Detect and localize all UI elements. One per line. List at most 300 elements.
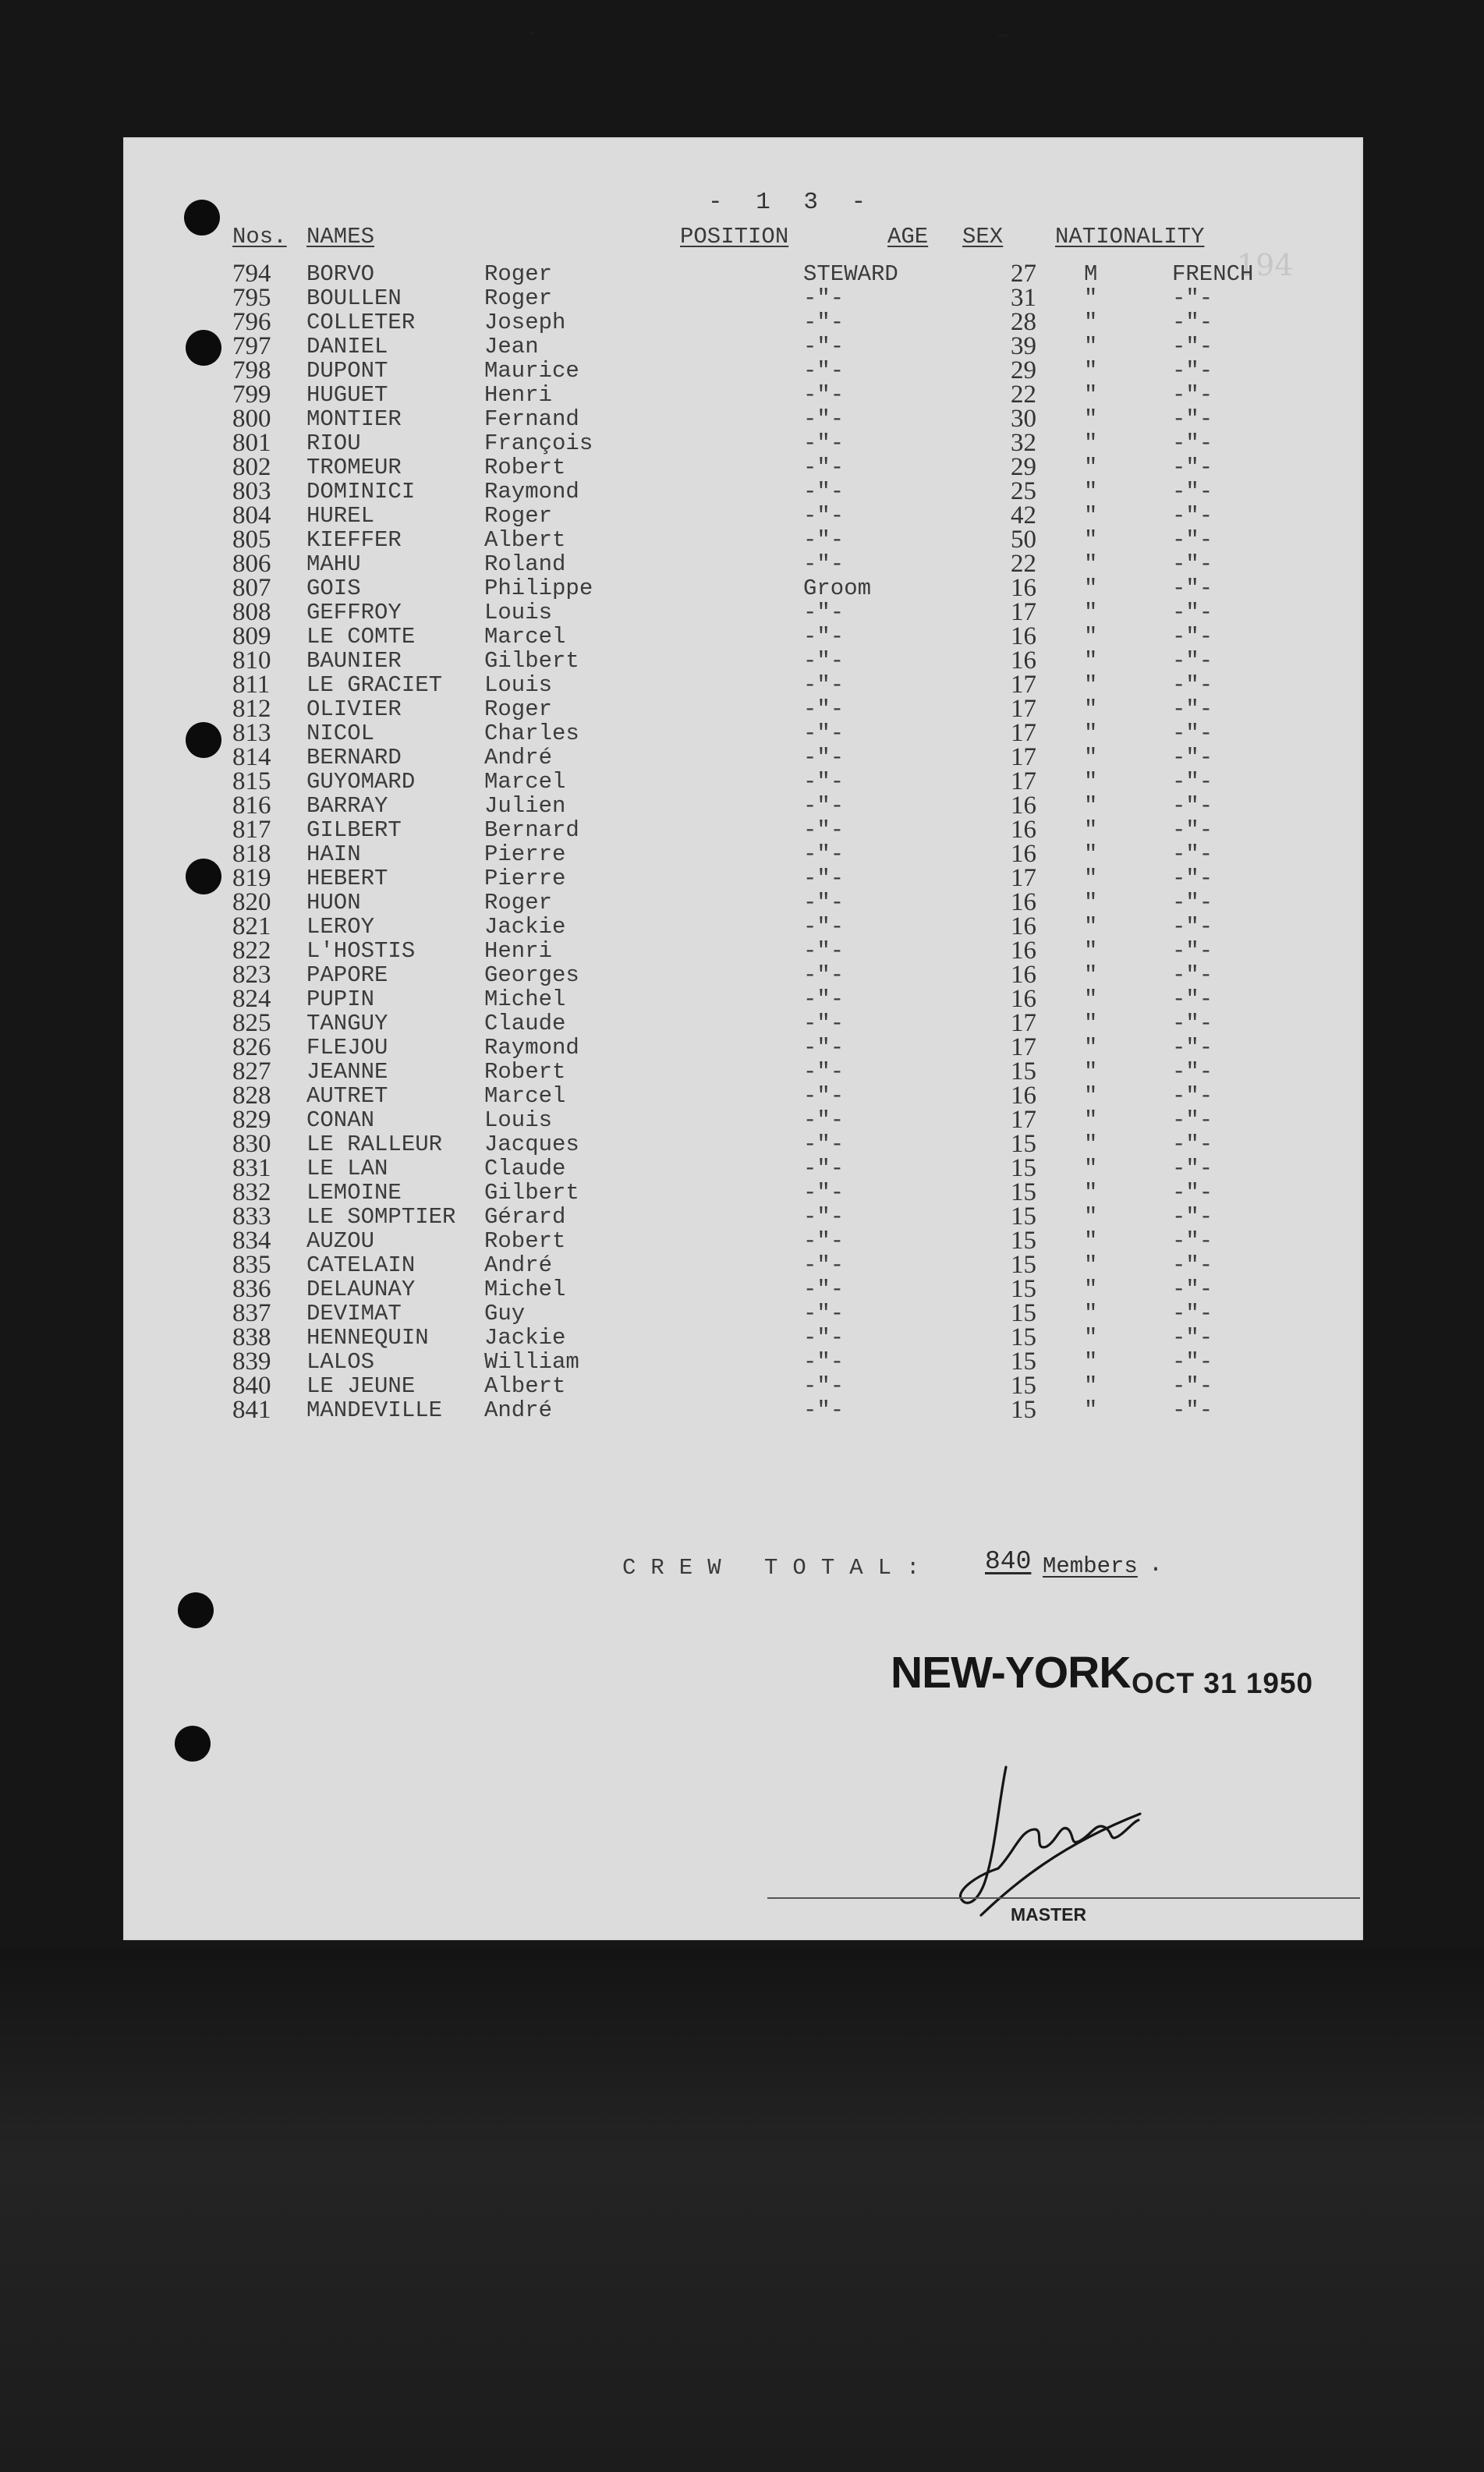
table-row [232,1374,1246,1398]
table-row [232,431,1246,455]
crew-number: 832 [232,1178,271,1206]
table-row [232,1398,1246,1422]
crew-first-name: Marcel [484,624,566,650]
crew-surname: DOMINICI [306,479,416,505]
crew-number: 823 [232,961,271,989]
table-row [232,622,1246,650]
crew-first-name: Louis [484,600,553,625]
crew-sex: " [1084,890,1098,915]
crew-surname: GILBERT [306,817,402,843]
crew-sex: " [1084,334,1098,359]
crew-age: 17 [1011,767,1036,795]
crew-age: 42 [1011,501,1036,529]
crew-number: 814 [232,743,271,771]
crew-sex: " [1084,1059,1098,1085]
crew-surname: DEVIMAT [306,1301,402,1326]
crew-nationality: -"- [1172,527,1213,553]
crew-first-name: Jackie [484,1325,566,1351]
crew-number: 817 [232,816,271,844]
crew-sex: " [1084,310,1098,335]
crew-position: -"- [803,382,845,408]
crew-age: 17 [1011,1106,1036,1134]
crew-total-dot: . [1149,1552,1163,1578]
crew-position: -"- [803,769,845,795]
crew-sex: " [1084,382,1098,408]
crew-position: -"- [803,938,845,964]
table-row [232,1011,1246,1036]
table-row [232,767,1246,795]
crew-sex: " [1084,1180,1098,1206]
crew-nationality: -"- [1172,745,1213,770]
crew-number: 813 [232,719,271,747]
crew-nationality: -"- [1172,576,1213,601]
table-row [232,939,1246,963]
crew-first-name: Roland [484,551,566,577]
crew-first-name: Joseph [484,310,566,335]
table-row [232,987,1246,1011]
crew-position: Groom [803,576,872,601]
crew-first-name: Gilbert [484,648,579,674]
crew-surname: DANIEL [306,334,388,359]
crew-number: 811 [232,671,271,699]
crew-sex: " [1084,576,1098,601]
crew-surname: LALOS [306,1349,375,1375]
crew-number: 800 [232,405,271,433]
crew-position: -"- [803,479,845,505]
crew-surname: MANDEVILLE [306,1397,443,1423]
crew-sex: M [1084,261,1098,287]
crew-number: 835 [232,1251,271,1279]
crew-position: -"- [803,914,845,940]
crew-age: 15 [1011,1396,1036,1424]
crew-surname: JEANNE [306,1059,388,1085]
crew-first-name: Charles [484,721,579,746]
crew-age: 28 [1011,308,1036,336]
crew-first-name: Guy [484,1301,526,1326]
crew-number: 838 [232,1323,271,1351]
crew-position: -"- [803,745,845,770]
crew-nationality: -"- [1172,1180,1213,1206]
crew-surname: HUREL [306,503,375,529]
crew-number: 816 [232,792,271,820]
table-row [232,310,1246,335]
crew-sex: " [1084,1373,1098,1399]
crew-nationality: -"- [1172,1083,1213,1109]
crew-sex: " [1084,793,1098,819]
crew-number: 818 [232,840,271,868]
crew-number: 802 [232,453,271,481]
crew-number: 825 [232,1009,271,1037]
header-age: AGE [887,224,929,250]
crew-position: -"- [803,721,845,746]
table-row [232,1277,1246,1302]
crew-surname: LE RALLEUR [306,1132,443,1157]
table-row [232,1108,1246,1132]
crew-surname: CONAN [306,1107,375,1133]
table-row [232,866,1246,891]
table-row [232,912,1246,940]
crew-nationality: -"- [1172,285,1213,311]
crew-first-name: Albert [484,527,566,553]
crew-sex: " [1084,406,1098,432]
header-sex: SEX [962,224,1004,250]
table-row [232,818,1246,842]
crew-total-count: 840 [985,1547,1032,1576]
crew-position: -"- [803,1132,845,1157]
crew-number: 828 [232,1082,271,1110]
crew-position: -"- [803,1156,845,1181]
page-number: - 1 3 - [708,189,876,216]
crew-position: STEWARD [803,261,898,287]
crew-age: 16 [1011,961,1036,989]
crew-age: 16 [1011,646,1036,675]
crew-surname: AUTRET [306,1083,388,1109]
archive-stamp-number: 194 [1237,248,1294,282]
header-nos: Nos. [232,224,287,250]
crew-sex: " [1084,745,1098,770]
crew-sex: " [1084,1132,1098,1157]
port-stamp: NEW-YORK [891,1648,1131,1698]
crew-number: 826 [232,1033,271,1061]
crew-position: -"- [803,1397,845,1423]
crew-position: -"- [803,334,845,359]
crew-nationality: -"- [1172,1228,1213,1254]
crew-age: 17 [1011,719,1036,747]
crew-first-name: Roger [484,696,553,722]
table-row [232,673,1246,697]
crew-position: -"- [803,455,845,480]
signature-label: MASTER [1011,1904,1087,1925]
table-row [232,1132,1246,1156]
crew-position: -"- [803,841,845,867]
crew-first-name: Robert [484,1059,566,1085]
crew-first-name: André [484,745,553,770]
crew-number: 807 [232,574,271,602]
crew-sex: " [1084,600,1098,625]
punch-hole [186,859,221,894]
crew-surname: FLEJOU [306,1035,388,1061]
crew-first-name: Georges [484,962,579,988]
crew-age: 22 [1011,550,1036,578]
crew-age: 16 [1011,816,1036,844]
table-row [232,356,1246,384]
crew-nationality: -"- [1172,479,1213,505]
crew-surname: LEROY [306,914,375,940]
crew-nationality: -"- [1172,455,1213,480]
table-row [232,477,1246,505]
crew-surname: AUZOU [306,1228,375,1254]
crew-first-name: Julien [484,793,566,819]
crew-age: 15 [1011,1202,1036,1231]
crew-first-name: Maurice [484,358,579,384]
table-row [232,963,1246,987]
crew-first-name: Pierre [484,866,566,891]
crew-position: -"- [803,624,845,650]
crew-sex: " [1084,1397,1098,1423]
crew-first-name: Jacques [484,1132,579,1157]
crew-nationality: -"- [1172,1252,1213,1278]
crew-age: 31 [1011,284,1036,312]
crew-surname: NICOL [306,721,375,746]
header-nationality: NATIONALITY [1055,224,1205,250]
crew-sex: " [1084,696,1098,722]
crew-age: 17 [1011,1009,1036,1037]
crew-age: 16 [1011,1082,1036,1110]
crew-sex: " [1084,1107,1098,1133]
crew-surname: CATELAIN [306,1252,416,1278]
crew-age: 50 [1011,526,1036,554]
crew-surname: HUON [306,890,361,915]
crew-first-name: Bernard [484,817,579,843]
crew-sex: " [1084,1325,1098,1351]
table-row [232,1202,1246,1231]
crew-position: -"- [803,1107,845,1133]
crew-nationality: -"- [1172,890,1213,915]
crew-age: 22 [1011,381,1036,409]
crew-nationality: -"- [1172,938,1213,964]
crew-surname: HEBERT [306,866,388,891]
header-names: NAMES [306,224,375,250]
crew-nationality: -"- [1172,310,1213,335]
crew-first-name: Claude [484,1156,566,1181]
crew-position: -"- [803,1349,845,1375]
crew-position: -"- [803,648,845,674]
crew-nationality: -"- [1172,406,1213,432]
crew-age: 25 [1011,477,1036,505]
crew-first-name: Raymond [484,479,579,505]
crew-nationality: -"- [1172,551,1213,577]
header-position: POSITION [680,224,789,250]
crew-nationality: -"- [1172,769,1213,795]
crew-age: 17 [1011,695,1036,723]
crew-age: 15 [1011,1154,1036,1182]
crew-position: -"- [803,430,845,456]
crew-age: 17 [1011,864,1036,892]
crew-sex: " [1084,551,1098,577]
crew-sex: " [1084,430,1098,456]
table-row [232,286,1246,310]
crew-nationality: -"- [1172,600,1213,625]
crew-surname: LE COMTE [306,624,416,650]
crew-number: 819 [232,864,271,892]
table-row [232,646,1246,675]
crew-position: -"- [803,1277,845,1302]
crew-position: -"- [803,1083,845,1109]
crew-nationality: -"- [1172,866,1213,891]
crew-position: -"- [803,890,845,915]
table-row [232,260,1254,288]
table-row [232,1253,1246,1277]
crew-age: 16 [1011,888,1036,916]
crew-age: 16 [1011,912,1036,940]
crew-first-name: Louis [484,1107,553,1133]
crew-nationality: -"- [1172,841,1213,867]
crew-position: -"- [803,696,845,722]
table-row [232,1033,1246,1061]
crew-position: -"- [803,285,845,311]
table-row [232,1178,1246,1206]
crew-number: 795 [232,284,271,312]
crew-nationality: -"- [1172,1301,1213,1326]
crew-age: 39 [1011,332,1036,360]
crew-number: 841 [232,1396,271,1424]
crew-surname: BOULLEN [306,285,402,311]
crew-total-unit: Members [1043,1553,1138,1579]
crew-nationality: -"- [1172,1373,1213,1399]
crew-number: 839 [232,1348,271,1376]
crew-position: -"- [803,1011,845,1036]
crew-first-name: Gilbert [484,1180,579,1206]
crew-number: 804 [232,501,271,529]
crew-surname: KIEFFER [306,527,402,553]
table-row [232,1057,1246,1085]
crew-first-name: Raymond [484,1035,579,1061]
crew-sex: " [1084,1035,1098,1061]
crew-position: -"- [803,1035,845,1061]
crew-nationality: -"- [1172,1277,1213,1302]
crew-first-name: Roger [484,503,553,529]
crew-age: 16 [1011,937,1036,965]
crew-nationality: -"- [1172,817,1213,843]
crew-total-label: CREW TOTAL: [622,1555,935,1581]
crew-age: 17 [1011,671,1036,699]
crew-age: 29 [1011,356,1036,384]
table-row [232,552,1246,576]
crew-position: -"- [803,551,845,577]
crew-number: 837 [232,1299,271,1327]
crew-number: 796 [232,308,271,336]
crew-position: -"- [803,1180,845,1206]
crew-number: 808 [232,598,271,626]
crew-surname: L'HOSTIS [306,938,416,964]
crew-age: 30 [1011,405,1036,433]
crew-sex: " [1084,1204,1098,1230]
crew-first-name: Roger [484,890,553,915]
crew-first-name: Henri [484,938,553,964]
crew-nationality: -"- [1172,1011,1213,1036]
crew-age: 17 [1011,598,1036,626]
crew-sex: " [1084,1349,1098,1375]
crew-surname: HENNEQUIN [306,1325,429,1351]
crew-first-name: Michel [484,1277,566,1302]
crew-number: 829 [232,1106,271,1134]
crew-surname: MONTIER [306,406,402,432]
crew-sex: " [1084,624,1098,650]
crew-age: 16 [1011,792,1036,820]
table-row [232,1299,1246,1327]
crew-surname: COLLETER [306,310,416,335]
crew-position: -"- [803,406,845,432]
crew-sex: " [1084,817,1098,843]
crew-age: 16 [1011,574,1036,602]
crew-surname: GOIS [306,576,361,601]
crew-first-name: Robert [484,1228,566,1254]
crew-first-name: Roger [484,285,553,311]
crew-first-name: Marcel [484,1083,566,1109]
crew-surname: MAHU [306,551,361,577]
crew-position: -"- [803,358,845,384]
crew-nationality: -"- [1172,1059,1213,1085]
table-row [232,794,1246,818]
crew-nationality: -"- [1172,721,1213,746]
crew-number: 840 [232,1372,271,1400]
crew-sex: " [1084,721,1098,746]
crew-surname: BARRAY [306,793,388,819]
crew-first-name: André [484,1252,553,1278]
crew-age: 15 [1011,1178,1036,1206]
crew-number: 821 [232,912,271,940]
crew-age: 15 [1011,1227,1036,1255]
crew-number: 830 [232,1130,271,1158]
crew-first-name: Robert [484,455,566,480]
crew-age: 15 [1011,1348,1036,1376]
crew-position: -"- [803,1301,845,1326]
table-row [232,888,1246,916]
crew-position: -"- [803,866,845,891]
crew-surname: GUYOMARD [306,769,416,795]
crew-nationality: -"- [1172,1349,1213,1375]
crew-position: -"- [803,1373,845,1399]
crew-first-name: Roger [484,261,553,287]
crew-age: 15 [1011,1275,1036,1303]
scan-speck [530,31,535,34]
crew-first-name: Fernand [484,406,579,432]
crew-position: -"- [803,1228,845,1254]
crew-number: 833 [232,1202,271,1231]
crew-sex: " [1084,1156,1098,1181]
crew-sex: " [1084,1083,1098,1109]
crew-sex: " [1084,841,1098,867]
crew-first-name: Jean [484,334,539,359]
crew-number: 827 [232,1057,271,1085]
crew-position: -"- [803,817,845,843]
crew-position: -"- [803,986,845,1012]
crew-age: 16 [1011,985,1036,1013]
crew-surname: LE SOMPTIER [306,1204,456,1230]
crew-nationality: -"- [1172,382,1213,408]
crew-nationality: -"- [1172,1035,1213,1061]
table-row [232,745,1246,770]
crew-position: -"- [803,962,845,988]
crew-age: 15 [1011,1372,1036,1400]
date-stamp: OCT 31 1950 [1132,1667,1314,1699]
crew-surname: TROMEUR [306,455,402,480]
crew-age: 17 [1011,1033,1036,1061]
crew-surname: DELAUNAY [306,1277,416,1302]
crew-number: 820 [232,888,271,916]
crew-position: -"- [803,503,845,529]
crew-table [232,260,1254,1424]
punch-hole [186,330,221,366]
crew-first-name: Michel [484,986,566,1012]
crew-first-name: Claude [484,1011,566,1036]
crew-sex: " [1084,986,1098,1012]
crew-sex: " [1084,527,1098,553]
crew-surname: LE LAN [306,1156,388,1181]
table-row [232,697,1246,721]
scanner-background [0,1950,1484,2472]
crew-first-name: Henri [484,382,553,408]
crew-sex: " [1084,648,1098,674]
crew-first-name: André [484,1397,553,1423]
crew-surname: LE GRACIET [306,672,443,698]
crew-number: 815 [232,767,271,795]
crew-nationality: -"- [1172,1107,1213,1133]
crew-nationality: -"- [1172,1325,1213,1351]
crew-sex: " [1084,914,1098,940]
crew-sex: " [1084,358,1098,384]
crew-first-name: Jackie [484,914,566,940]
